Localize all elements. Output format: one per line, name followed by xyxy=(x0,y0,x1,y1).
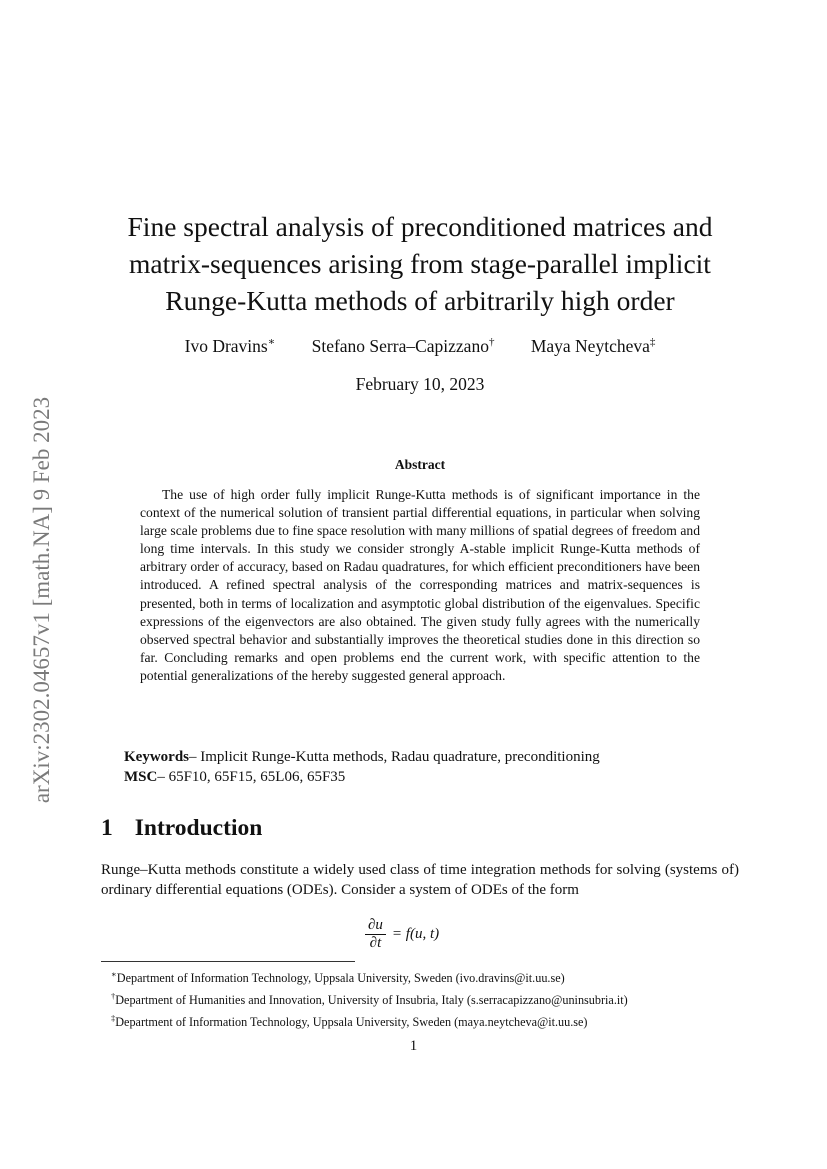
equation-numerator: ∂u xyxy=(365,917,386,935)
footnotes xyxy=(111,965,628,1031)
keywords-text: – Implicit Runge-Kutta methods, Radau quadrature, preconditioning xyxy=(189,749,600,765)
abstract-body: The use of high order fully implicit Runge-Kutta methods is of significant importance in the context of the numerical solution of transient partial differential equations, in particular when solving large scale problems due to fine space resolution with many millions of spatial degrees of freedom and long time intervals. In this study we consider strongly A-stable implicit Runge-Kutta methods of arbitrary order of accuracy, based on Radau quadratures, for which efficient preconditioners have been introduced. A refined spectral analysis of the corresponding matrices and matrix-sequences is presented, both in terms of localization and asymptotic global distribution of the eigenvalues. Specific expressions of the eigenvectors are also obtained. The given study fully agrees with the numerically observed spectral behavior and substantially improves the theoretical studies done in this direction so far. Concluding remarks and open problems end the current work, with specific attention to the potential generalizations of the hereby suggested general approach. xyxy=(140,487,700,683)
footnote-mark: ‡ xyxy=(111,1013,116,1024)
footnote-mark: ∗ xyxy=(111,969,117,979)
arxiv-identifier: arXiv:2302.04657v1 [math.NA] 9 Feb 2023 xyxy=(29,396,54,804)
title-line: matrix-sequences arising from stage-parallel implicit xyxy=(129,248,711,279)
author-mark: ∗ xyxy=(267,336,276,348)
equation-denominator: ∂t xyxy=(369,935,382,951)
author-name: Stefano Serra–Capizzano xyxy=(311,335,489,356)
footnote-text: Department of Information Technology, Uppsala University, Sweden (ivo.dravins@it.uu.se) xyxy=(116,971,565,986)
section-number: 1 xyxy=(101,815,113,841)
footnote-rule xyxy=(101,961,355,962)
equation-fraction xyxy=(365,917,386,952)
author-name: Ivo Dravins xyxy=(184,335,268,356)
section-title: Introduction xyxy=(134,815,263,841)
intro-paragraph: Runge–Kutta methods constitute a widely used class of time integration methods for solving (systems of) ordinary differential equations (ODEs). Consider a system of ODEs of the form xyxy=(101,862,739,898)
abstract-heading: Abstract xyxy=(394,457,446,472)
author-mark: ‡ xyxy=(649,336,656,348)
section-heading xyxy=(101,815,262,842)
keywords-block xyxy=(124,747,714,787)
footnote-text: Department of Humanities and Innovation, University of Insubria, Italy (s.serracapizzano@uninsubria.it) xyxy=(115,993,628,1008)
footnote xyxy=(111,1009,628,1031)
keywords-label: Keywords xyxy=(124,749,189,765)
author-mark: † xyxy=(488,336,495,348)
author xyxy=(312,336,495,356)
paper-title xyxy=(100,208,740,319)
footnote-text: Department of Information Technology, Uppsala University, Sweden (maya.neytcheva@it.uu.se) xyxy=(115,1015,588,1030)
msc-label: MSC xyxy=(124,769,158,785)
author xyxy=(531,336,656,356)
msc-text: – 65F10, 65F15, 65L06, 65F35 xyxy=(157,769,346,785)
ode-equation xyxy=(365,917,439,952)
paper-date: February 10, 2023 xyxy=(355,374,485,394)
page-number: 1 xyxy=(409,1038,418,1054)
author-list xyxy=(100,335,740,357)
title-line: Runge-Kutta methods of arbitrarily high order xyxy=(165,285,675,316)
msc-line xyxy=(124,767,714,787)
title-line: Fine spectral analysis of preconditioned matrices and xyxy=(127,211,713,242)
equation-rhs: = f(u, t) xyxy=(391,926,440,942)
footnote xyxy=(111,987,628,1009)
author-name: Maya Neytcheva xyxy=(530,335,650,356)
author xyxy=(185,336,276,356)
keywords-line xyxy=(124,747,714,767)
footnote xyxy=(111,965,628,987)
footnote-mark: † xyxy=(111,991,116,1002)
